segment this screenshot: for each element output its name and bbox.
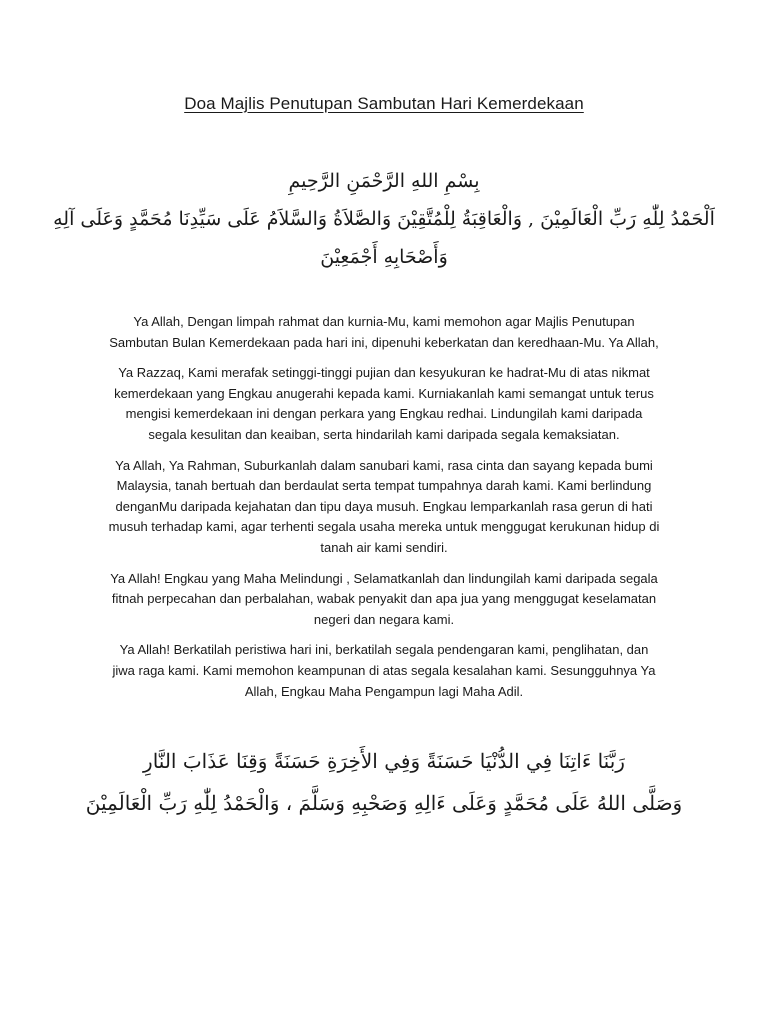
paragraph-line: kemerdekaan yang Engkau anugerahi kepada kami. Kurniakanlah kami semangat untuk terus bbox=[114, 385, 654, 401]
paragraph bbox=[86, 363, 682, 445]
arabic-hamdalah-line: اَلْحَمْدُ لِلّٰهِ رَبِّ الْعَالَمِيْنَ , وَالْعَاقِبَةُ لِلْمُتَّقِيْنَ وَالصَّلاَةُ وَالسَّلاَمُ عَلَى سَيِّدِنَا مُحَمَّدٍ وَعَلَى آلِهِ bbox=[53, 208, 715, 230]
paragraph-line: Ya Razzaq, Kami merafak setinggi-tinggi pujian dan kesyukuran ke hadrat-Mu di atas nikmat bbox=[118, 365, 650, 381]
paragraph-line: segala kesulitan dan keaiban, serta hindarilah kami daripada segala kemaksiatan. bbox=[148, 426, 620, 442]
paragraph-line: Ya Allah! Berkatilah peristiwa hari ini, berkatilah segala pendengaran kami, penglihatan, dan bbox=[119, 642, 649, 658]
paragraph bbox=[86, 312, 682, 353]
arabic-opening bbox=[0, 162, 768, 276]
paragraph bbox=[86, 640, 682, 702]
paragraph-line: musuh terhadap kami, agar terhenti segala usaha mereka untuk menggugat kerukunan hidup di bbox=[108, 519, 660, 535]
arabic-salawat-line: وَصَلَّى اللهُ عَلَى مُحَمَّدٍ وَعَلَى ءَالِهِ وَصَحْبِهِ وَسَلَّمَ ، وَالْحَمْدُ لِلّٰهِ رَبِّ الْعَالَمِيْنَ bbox=[85, 791, 683, 815]
paragraph-line: Malaysia, tanah bertuah dan berdaulat serta tempat tumpahnya darah kami. Kami berlindung bbox=[116, 478, 652, 494]
arabic-closing bbox=[0, 740, 768, 824]
paragraph bbox=[86, 569, 682, 631]
paragraph-line: denganMu daripada kejahatan dan tipu daya musuh. Engkau lemparkanlah rasa gerun di hati bbox=[115, 498, 653, 514]
paragraph-line: mengisi kemerdekaan ini dengan perkara yang Engkau redhai. Lindungilah kami daripada bbox=[125, 406, 643, 422]
arabic-basmala: بِسْمِ اللهِ الرَّحْمَنِ الرَّحِيمِ bbox=[288, 170, 480, 192]
paragraph-line: Ya Allah, Dengan limpah rahmat dan kurnia-Mu, kami memohon agar Majlis Penutupan bbox=[133, 314, 635, 329]
paragraph-line: Ya Allah! Engkau yang Maha Melindungi , Selamatkanlah dan lindungilah kami daripada segala bbox=[110, 570, 658, 586]
paragraph bbox=[86, 456, 682, 559]
document-title: Doa Majlis Penutupan Sambutan Hari Kemerdekaan bbox=[184, 94, 584, 113]
arabic-rabbana-line: رَبَّنَا ءَاتِنَا فِي الدُّنْيَا حَسَنَةً وَفِي الأَخِرَةِ حَسَنَةً وَقِنَا عَذَابَ النَّارِ bbox=[143, 749, 625, 773]
prayer-body bbox=[86, 312, 682, 712]
paragraph-line: jiwa raga kami. Kami memohon keampunan di atas segala kesalahan kami. Sesungguhnya Ya bbox=[112, 662, 656, 678]
paragraph-line: fitnah perpecahan dan perbalahan, wabak penyakit dan apa jua yang menggugat keselamatan bbox=[111, 591, 657, 607]
paragraph-line: Sambutan Bulan Kemerdekaan pada hari ini, dipenuhi keberkatan dan keredhaan-Mu. Ya Allah, bbox=[109, 334, 659, 350]
paragraph-line: tanah air kami sendiri. bbox=[320, 539, 448, 555]
paragraph-line: Ya Allah, Ya Rahman, Suburkanlah dalam sanubari kami, rasa cinta dan sayang kepada bumi bbox=[115, 457, 653, 473]
paragraph-line: negeri dan negara kami. bbox=[313, 611, 455, 627]
arabic-hamdalah-line-end: وَأَصْحَابِهِ أَجْمَعِيْنَ bbox=[320, 246, 448, 268]
paragraph-line: Allah, Engkau Maha Pengampun lagi Maha Adil. bbox=[244, 683, 524, 699]
